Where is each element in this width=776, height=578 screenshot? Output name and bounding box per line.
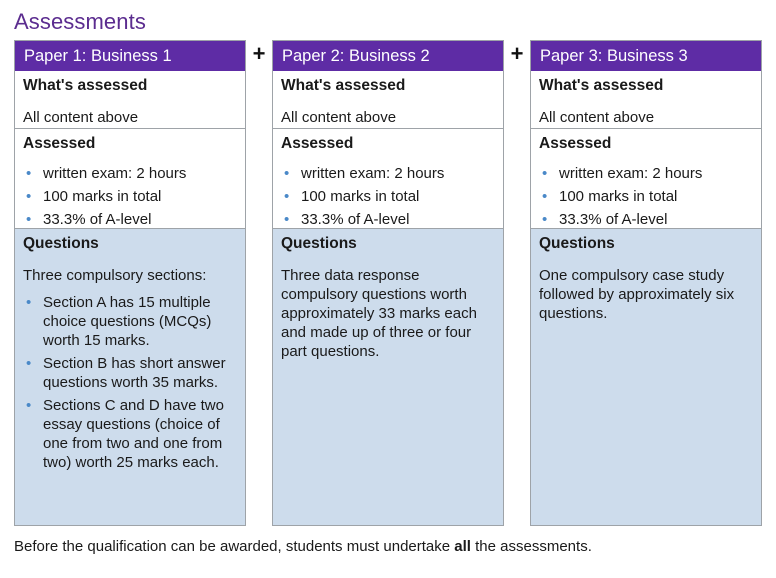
- footer-text: Before the qualification can be awarded, students must undertake: [14, 538, 455, 555]
- bullet-icon: •: [284, 165, 290, 182]
- assessed-item: • 100 marks in total: [281, 185, 495, 208]
- bullet-icon: •: [26, 211, 32, 228]
- paper-2-header: Paper 2: Business 2: [273, 41, 503, 71]
- bullet-icon: •: [26, 397, 32, 414]
- whats-assessed-section: [531, 71, 761, 129]
- assessed-item: • written exam: 2 hours: [281, 162, 495, 185]
- assessed-item: • 33.3% of A-level: [23, 208, 237, 231]
- bullet-icon: •: [284, 211, 290, 228]
- whats-assessed-title: What's assessed: [281, 77, 406, 94]
- assessed-title: Assessed: [539, 135, 612, 152]
- bullet-icon: •: [26, 188, 32, 205]
- assessed-item: • 33.3% of A-level: [539, 208, 753, 231]
- questions-section: [531, 229, 761, 525]
- whats-assessed-section: [15, 71, 245, 129]
- footer-note: [14, 538, 592, 555]
- questions-section: [273, 229, 503, 525]
- questions-section: [15, 229, 245, 525]
- whats-assessed-title: What's assessed: [539, 77, 664, 94]
- questions-text: Three data response compulsory questions worth approximately 33 marks each and made up of three or four part questions.: [281, 267, 477, 360]
- plus-icon: +: [252, 41, 266, 66]
- questions-text: Three compulsory sections:: [23, 267, 207, 284]
- plus-icon: +: [510, 41, 524, 66]
- assessed-title: Assessed: [23, 135, 96, 152]
- paper-3-header: Paper 3: Business 3: [531, 41, 761, 71]
- bullet-icon: •: [26, 294, 32, 311]
- assessed-item: • written exam: 2 hours: [539, 162, 753, 185]
- paper-2-card: [272, 40, 504, 526]
- questions-title: Questions: [539, 235, 615, 252]
- bullet-icon: •: [284, 188, 290, 205]
- footer-text: the assessments.: [470, 538, 592, 555]
- footer-emphasis: all: [454, 538, 471, 555]
- bullet-icon: •: [542, 165, 548, 182]
- whats-assessed-title: What's assessed: [23, 77, 148, 94]
- assessed-section: [273, 129, 503, 229]
- questions-text: One compulsory case study followed by approximately six questions.: [539, 267, 735, 322]
- bullet-icon: •: [542, 211, 548, 228]
- assessed-item: • 100 marks in total: [539, 185, 753, 208]
- assessed-section: [531, 129, 761, 229]
- bullet-icon: •: [26, 165, 32, 182]
- whats-assessed-text: All content above: [539, 109, 655, 126]
- paper-3-card: [530, 40, 762, 526]
- paper-1-card: [14, 40, 246, 526]
- paper-1-header: Paper 1: Business 1: [15, 41, 245, 71]
- whats-assessed-section: [273, 71, 503, 129]
- assessed-item: • written exam: 2 hours: [23, 162, 237, 185]
- questions-item: • Section A has 15 multiple choice questions (MCQs) worth 15 marks.: [26, 294, 212, 349]
- bullet-icon: •: [26, 355, 32, 372]
- assessed-title: Assessed: [281, 135, 354, 152]
- questions-item: • Sections C and D have two essay questions (choice of one from two and one from two) worth 25 marks each.: [26, 397, 224, 471]
- assessed-item: • 33.3% of A-level: [281, 208, 495, 231]
- questions-item: • Section B has short answer questions worth 35 marks.: [26, 355, 226, 391]
- assessed-item: • 100 marks in total: [23, 185, 237, 208]
- bullet-icon: •: [542, 188, 548, 205]
- whats-assessed-text: All content above: [281, 109, 397, 126]
- whats-assessed-text: All content above: [23, 109, 139, 126]
- questions-title: Questions: [23, 235, 99, 252]
- questions-title: Questions: [281, 235, 357, 252]
- page-title: Assessments: [14, 9, 146, 34]
- assessed-section: [15, 129, 245, 229]
